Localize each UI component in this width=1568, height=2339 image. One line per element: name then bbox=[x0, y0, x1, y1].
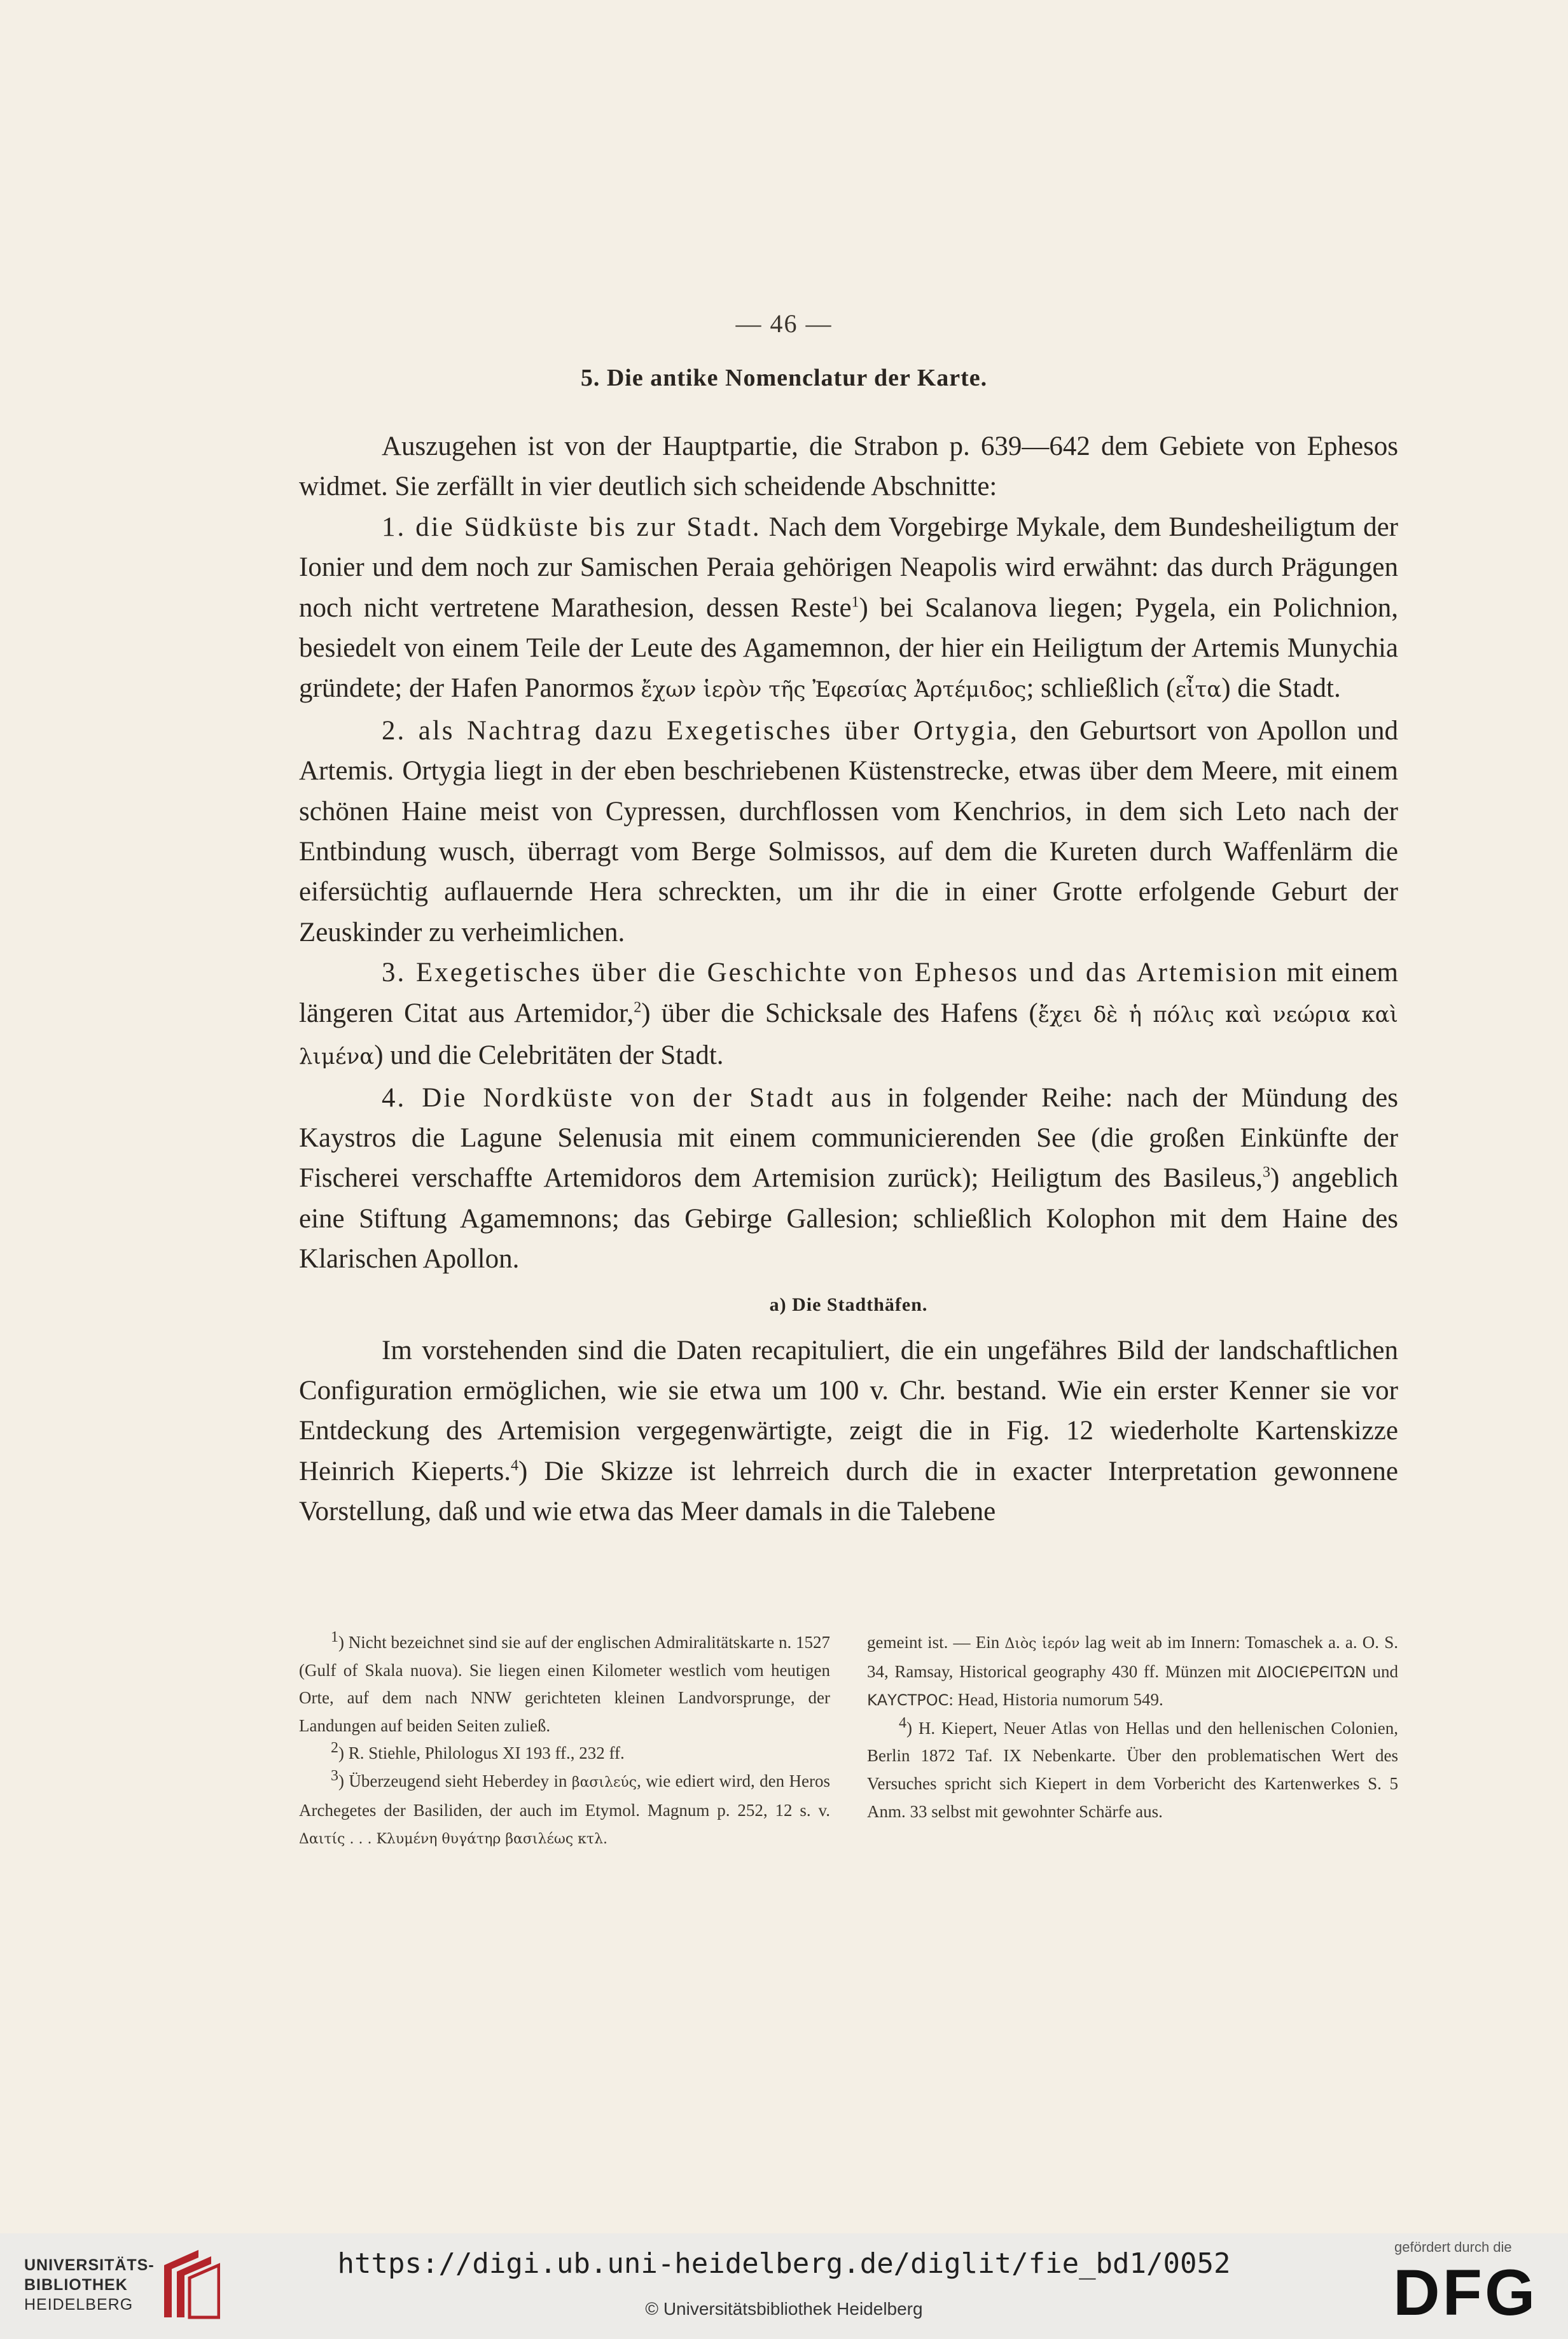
footnotes-right-column bbox=[867, 1629, 1398, 1854]
library-logo[interactable]: UNIVERSITÄTS- BIBLIOTHEK HEIDELBERG bbox=[24, 2256, 155, 2314]
footnote-ref-2[interactable]: 2 bbox=[634, 999, 642, 1016]
permalink-url[interactable]: https://digi.ub.uni-heidelberg.de/diglit/fie_bd1/0052 bbox=[337, 2247, 1231, 2280]
page-number: — 46 — bbox=[735, 309, 833, 338]
footnotes-left-column bbox=[299, 1629, 830, 1854]
copyright-notice: © Universitätsbibliothek Heidelberg bbox=[645, 2299, 923, 2319]
paragraph-section-4: 4. Die Nordküste von der Stadt aus in folgender Reihe: nach der Mündung des Kaystros die Lagune Selenusia mit einem communicierenden See (die großen Einkünfte der Fischerei verschaffte Artemidoros dem Artemision zurück); Heiligtum des Basileus,$^3$) angeblich eine Stiftung Agamemnons; das Gebirge Gallesion; schließlich Kolophon mit dem Haine des Klarischen Apollon. bbox=[299, 1082, 1399, 1274]
section-2-lead: 2. als Nachtrag dazu Exegetisches über Ortygia, bbox=[382, 715, 1019, 746]
paragraph-section-3: 3. Exegetisches über die Geschichte von Ephesos und das Artemision mit einem längeren Citat aus Artemidor,$^2$) über die Schicksale des Hafens (ἔχει δὲ ἡ πόλις καὶ νεώρια καὶ λιμένα) und die Celebritäten der Stadt. bbox=[299, 958, 1398, 1071]
footnote-1: $^1$) Nicht bezeichnet sind sie auf der englischen Admiralitätskarte n. 1527 (Gulf of Skala nuova). Sie liegen einen Kilometer westlich vom heutigen Orte, auf dem nach NNW gerichteten kleinen Landvorsprunge, der Landungen auf beiden Seiten zuließ. bbox=[299, 1629, 831, 1735]
dfg-logo[interactable]: DFG bbox=[1393, 2256, 1538, 2329]
footnote-4: $^4$) H. Kiepert, Neuer Atlas von Hellas und den hellenischen Colonien, Berlin 1872 Taf. IX Nebenkarte. Über den problematischen Wert des Versuches spricht sich Kiepert in dem Vorbericht des Kartenwerkes S. 5 Anm. 33 selbst mit gewohnter Schärfe aus. bbox=[867, 1714, 1398, 1821]
footnote-3-continued: gemeint ist. — Ein Διὸς ἱερόν lag weit ab im Innern: Tomaschek a. a. O. S. 34, Ramsay, Historical geography 430 ff. Münzen mit ΔΙΟCΙЄΡЄΙΤΩΝ und ΚΑΥCΤΡΟC: Head, Historia numorum 549. bbox=[867, 1633, 1399, 1710]
greek-quote: ἔχων ἱερὸν τῆς Ἐφεσίας Ἀρτέμιδος bbox=[641, 677, 1027, 703]
footnote-2: $^2$) R. Stiehle, Philologus XI 193 ff., 232 ff. bbox=[331, 1740, 625, 1763]
section-1-lead: 1. die Südküste bis zur Stadt. bbox=[382, 512, 761, 542]
paragraph-section-2: 2. als Nachtrag dazu Exegetisches über Ortygia, den Geburtsort von Apollon und Artemis. Ortygia liegt in der eben beschriebenen Küstenstrecke, etwas über dem Meere, mit einem schönen Haine meist von Cypressen, durchflossen vom Kenchrios, in dem sich Leto nach der Entbindung wusch, überragt vom Berge Solmissos, auf dem die Kureten durch Waffenlärm die eifersüchtig auflauernde Hera schreckten, um ihr die in einer Grotte erfolgende Geburt der Zeuskinder zu verheimlichen. bbox=[299, 715, 1398, 947]
coin-legend: ΔΙΟCΙЄΡЄΙΤΩΝ bbox=[1256, 1663, 1366, 1681]
body-text bbox=[299, 426, 1398, 1532]
footnote-3: $^3$) Überzeugend sieht Heberdey in βασιλεύς, wie ediert wird, den Heros Archegetes der Basiliden, der auch im Etymol. Magnum p. 252, 12 s. v. Δαιτίς . . . Κλυμένη θυγάτηρ βασιλέως κτλ. bbox=[299, 1767, 830, 1848]
subsection-heading: a) Die Stadthäfen. bbox=[769, 1294, 928, 1315]
footnote-ref-1[interactable]: 1 bbox=[851, 594, 859, 611]
paragraph-section-1: 1. die Südküste bis zur Stadt. Nach dem Vorgebirge Mykale, dem Bundesheiligtum der Ionier und dem noch zur Samischen Peraia gehörigen Neapolis wird erwähnt: das durch Prägungen noch nicht vertretene Marathesion, dessen Reste$^1$) bei Scalanova liegen; Pygela, ein Polichnion, besiedelt von einem Teile der Leute des Agamemnon, der hier ein Heiligtum der Artemis Munychia gründete; der Hafen Panormos ἔχων ἱερὸν τῆς Ἐφεσίας Ἀρτέμιδος; schließlich (εἶτα) die Stadt. bbox=[299, 512, 1399, 704]
greek-word: εἶτα bbox=[1175, 677, 1222, 703]
paragraph-stadthaefen: Im vorstehenden sind die Daten recapituliert, die ein ungefähres Bild der landschaftlichen Configuration ermöglichen, wie sie etwa um 100 v. Chr. bestand. Wie ein erster Kenner sie vor Entdeckung des Artemision vergegenwärtigte, zeigt die in Fig. 12 wiederholte Kartenskizze Heinrich Kieperts.$^4$) Die Skizze ist lehrreich durch die in exacter Interpretation gewonnene Vorstellung, daß und wie etwa das Meer damals in die Talebene bbox=[299, 1335, 1399, 1527]
footnotes bbox=[299, 1629, 1398, 1854]
footnote-ref-4[interactable]: 4 bbox=[510, 1457, 518, 1474]
funding-label: gefördert durch die bbox=[1394, 2239, 1512, 2255]
section-4-lead: 4. Die Nordküste von der Stadt aus bbox=[382, 1082, 873, 1113]
footnote-ref-3[interactable]: 3 bbox=[1263, 1164, 1271, 1181]
coin-legend: ΚΑΥCΤΡΟC bbox=[867, 1691, 949, 1710]
section-3-lead: 3. Exegetisches über die Geschichte von Ephesos und das Artemision bbox=[382, 958, 1279, 988]
greek-quote: ἔχει δὲ ἡ πόλις καὶ νεώρια καὶ λιμένα bbox=[299, 1002, 1398, 1070]
paragraph-intro: Auszugehen ist von der Hauptpartie, die Strabon p. 639—642 dem Gebiete von Ephesos widmet. Sie zerfällt in vier deutlich sich scheidende Abschnitte: bbox=[299, 431, 1398, 502]
section-heading: 5. Die antike Nomenclatur der Karte. bbox=[580, 365, 988, 391]
